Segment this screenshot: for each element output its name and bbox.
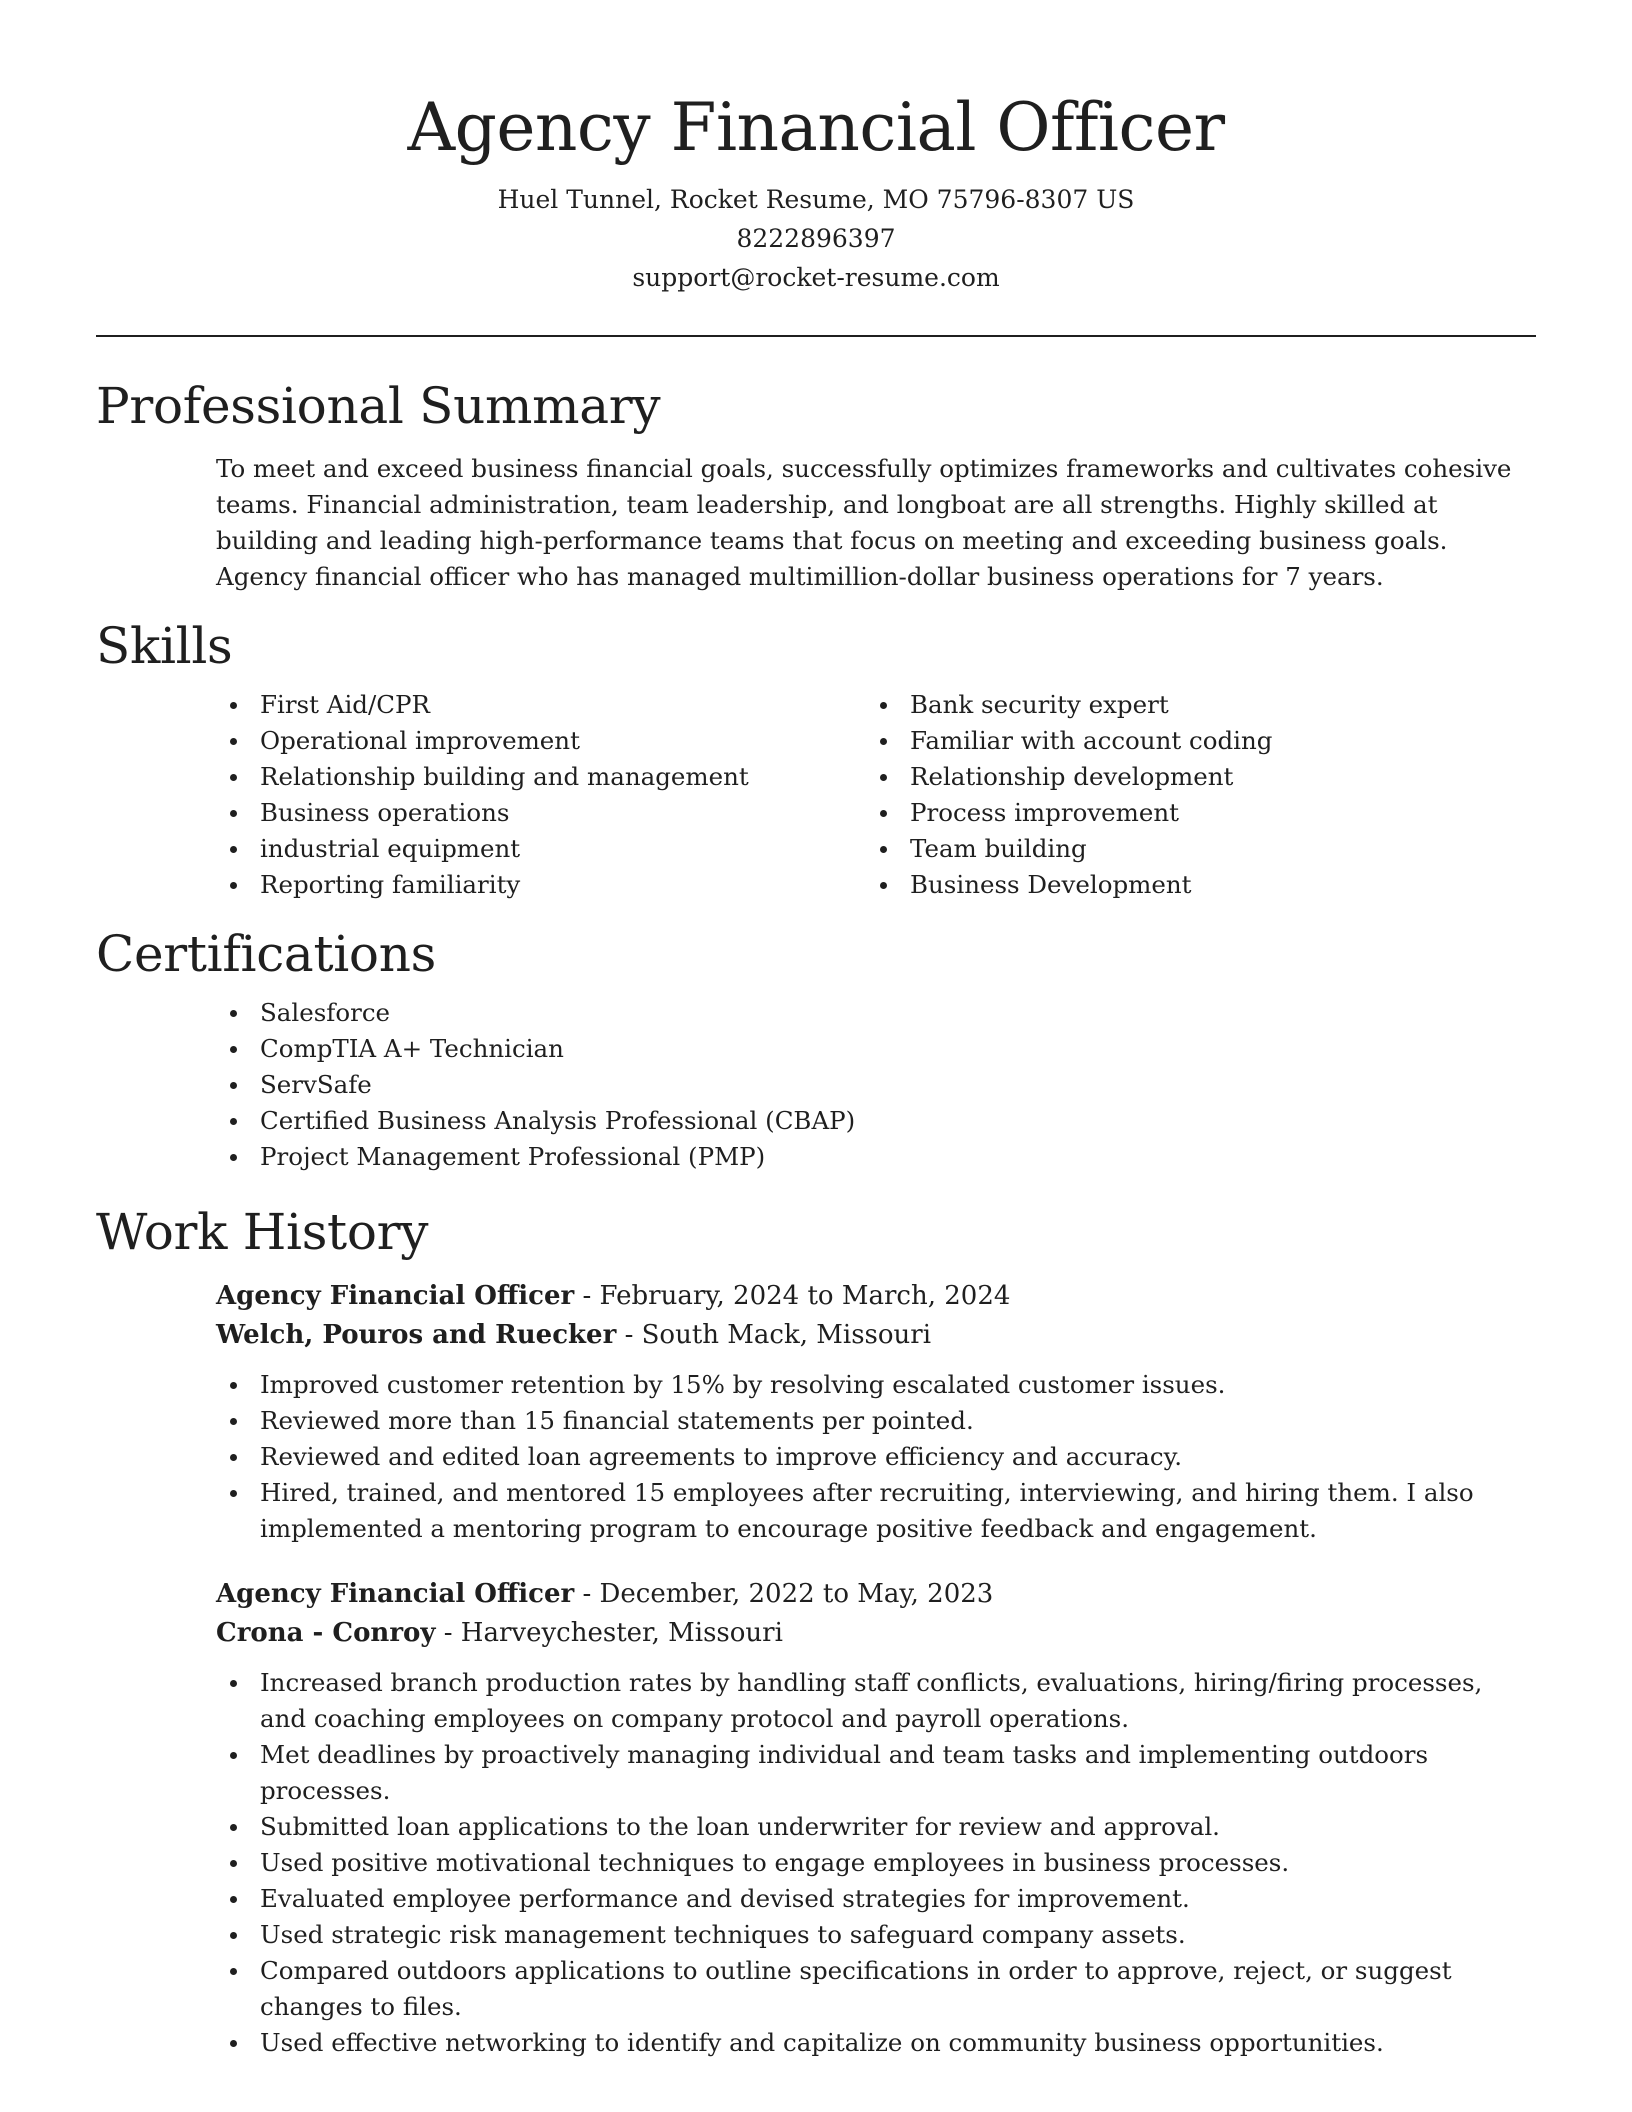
job-entry (216, 1575, 1536, 1653)
job-bullet: Reviewed more than 15 financial statements per pointed. (216, 1403, 1536, 1439)
job-title-separator: - (582, 1579, 600, 1609)
job-title: Agency Financial Officer (216, 1579, 575, 1609)
work-history-heading: Work History (96, 1203, 429, 1261)
work-history-section (96, 1201, 1536, 2061)
skill-item: Team building (866, 831, 1516, 867)
job-dates: December, 2022 to May, 2023 (599, 1579, 994, 1609)
certification-item: CompTIA A+ Technician (216, 1031, 1536, 1067)
contact-email: support@rocket-resume.com (632, 263, 1000, 292)
skills-list-left (216, 687, 866, 903)
job-bullets (96, 1665, 1536, 2061)
skill-item: Reporting familiarity (216, 867, 866, 903)
job-company-line (216, 1316, 1536, 1355)
summary-heading: Professional Summary (96, 377, 661, 435)
candidate-name: Agency Financial Officer (407, 89, 1225, 166)
summary-section (96, 375, 1536, 595)
job-bullet: Increased branch production rates by handling staff conflicts, evaluations, hiring/firing processes, and coaching employees on company protocol and payroll operations. (216, 1665, 1536, 1737)
job-title-line (216, 1575, 1536, 1614)
certification-item: Project Management Professional (PMP) (216, 1139, 1536, 1175)
skill-item: Process improvement (866, 795, 1516, 831)
certifications-heading: Certifications (96, 925, 436, 983)
certifications-section (96, 923, 1536, 1175)
job-bullet: Reviewed and edited loan agreements to improve efficiency and accuracy. (216, 1439, 1536, 1475)
job-entry (216, 1277, 1536, 1355)
job-dates: February, 2024 to March, 2024 (599, 1281, 1011, 1311)
contact-phone: 8222896397 (736, 224, 896, 253)
job-bullet: Used strategic risk management techniques to safeguard company assets. (216, 1917, 1536, 1953)
skills-grid (216, 687, 1536, 903)
skill-item: Relationship development (866, 759, 1516, 795)
skills-list-right (866, 687, 1516, 903)
header-divider (96, 335, 1536, 337)
certifications-list (216, 995, 1536, 1175)
job-bullet: Compared outdoors applications to outline specifications in order to approve, reject, or suggest changes to files. (216, 1953, 1536, 2025)
skills-section (96, 615, 1536, 903)
skill-item: Bank security expert (866, 687, 1516, 723)
skill-item: Operational improvement (216, 723, 866, 759)
job-title-separator: - (582, 1281, 600, 1311)
job-bullet: Met deadlines by proactively managing individual and team tasks and implementing outdoors processes. (216, 1737, 1536, 1809)
job-location: South Mack, Missouri (641, 1320, 932, 1350)
contact-address: Huel Tunnel, Rocket Resume, MO 75796-8307 US (497, 185, 1135, 214)
skills-heading: Skills (96, 617, 233, 675)
job-bullet: Hired, trained, and mentored 15 employees after recruiting, interviewing, and hiring them. I also implemented a mentoring program to encourage positive feedback and engagement. (216, 1475, 1536, 1547)
job-bullet: Evaluated employee performance and devised strategies for improvement. (216, 1881, 1536, 1917)
skill-item: Business operations (216, 795, 866, 831)
job-bullet: Used effective networking to identify and capitalize on community business opportunities. (216, 2025, 1536, 2061)
job-company-line (216, 1614, 1536, 1653)
skill-item: First Aid/CPR (216, 687, 866, 723)
skill-item: industrial equipment (216, 831, 866, 867)
job-bullet: Used positive motivational techniques to engage employees in business processes. (216, 1845, 1536, 1881)
job-bullet: Submitted loan applications to the loan underwriter for review and approval. (216, 1809, 1536, 1845)
job-title-line (216, 1277, 1536, 1316)
job-company: Welch, Pouros and Ruecker (216, 1320, 617, 1350)
job-title: Agency Financial Officer (216, 1281, 575, 1311)
job-bullets (96, 1367, 1536, 1547)
certification-item: ServSafe (216, 1067, 1536, 1103)
resume-header (96, 0, 1536, 297)
job-company-separator: - (443, 1618, 461, 1648)
certification-item: Certified Business Analysis Professional (CBAP) (216, 1103, 1536, 1139)
certification-item: Salesforce (216, 995, 1536, 1031)
job-location: Harveychester, Missouri (460, 1618, 783, 1648)
skill-item: Relationship building and management (216, 759, 866, 795)
summary-text: To meet and exceed business financial goals, successfully optimizes frameworks and cultivates cohesive teams. Financial administration, team leadership, and longboat are all strengths. Highly skilled at building and leading high-performance teams that focus on meeting and exceeding business goals. Agency financial officer who has managed multimillion-dollar business operations for 7 years. (216, 454, 1512, 591)
resume-page (96, 0, 1536, 2112)
job-company-separator: - (624, 1320, 642, 1350)
job-company: Crona - Conroy (216, 1618, 436, 1648)
skill-item: Business Development (866, 867, 1516, 903)
skill-item: Familiar with account coding (866, 723, 1516, 759)
job-bullet: Improved customer retention by 15% by resolving escalated customer issues. (216, 1367, 1536, 1403)
